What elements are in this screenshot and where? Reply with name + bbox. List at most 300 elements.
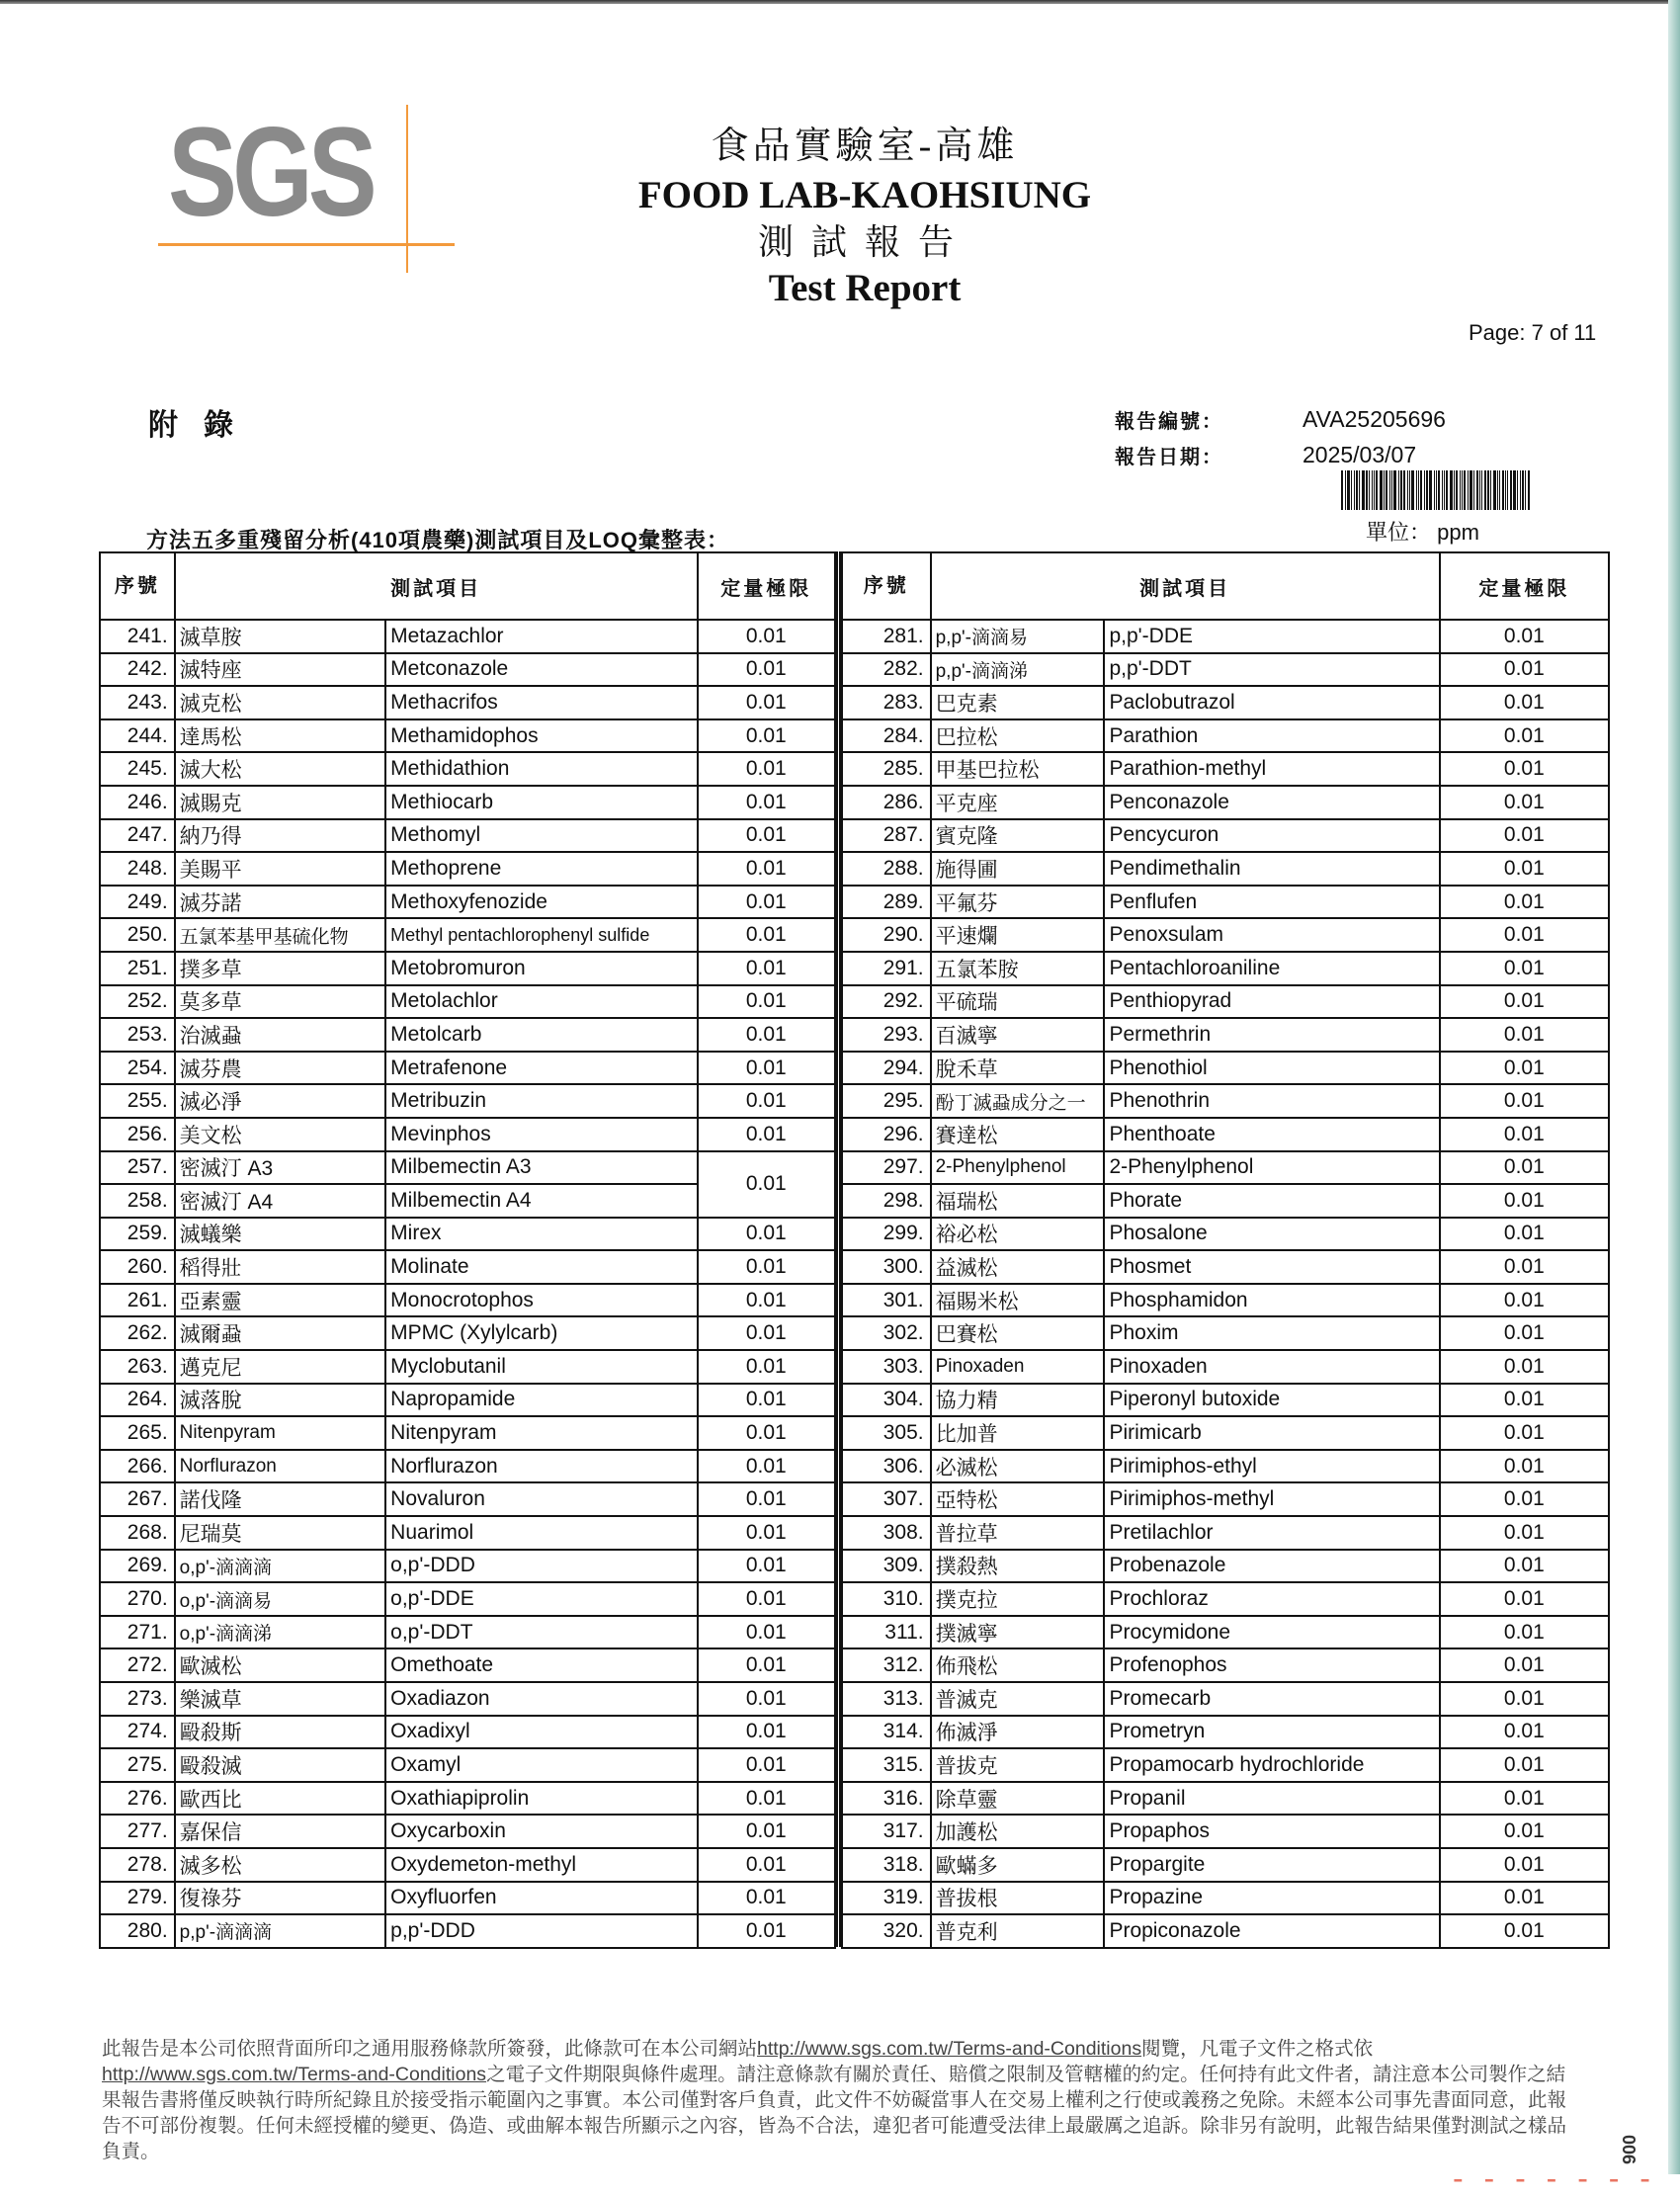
loq-value: 0.01	[698, 1316, 835, 1350]
serial-number: 308.	[842, 1516, 931, 1550]
footer-disclaimer	[102, 2036, 1584, 2164]
serial-number: 312.	[842, 1648, 931, 1682]
barcode-bar	[1436, 470, 1437, 510]
english-name: Pendimethalin	[1104, 852, 1439, 886]
chinese-name: Norflurazon	[175, 1450, 386, 1483]
table-row	[100, 952, 835, 985]
loq-value: 0.01	[1440, 1748, 1609, 1782]
chinese-name: o,p'-滴滴涕	[175, 1616, 386, 1649]
english-name: Propazine	[1104, 1882, 1439, 1915]
barcode-bar	[1434, 470, 1435, 510]
table-row	[842, 918, 1609, 952]
english-name: Procymidone	[1104, 1616, 1439, 1649]
barcode-bar	[1460, 470, 1461, 510]
report-number-label: 報告編號：	[1115, 410, 1223, 433]
english-name: MPMC (Xylylcarb)	[385, 1316, 697, 1350]
table-row	[842, 1018, 1609, 1052]
serial-number: 318.	[842, 1848, 931, 1882]
serial-number: 296.	[842, 1118, 931, 1151]
table-row	[842, 653, 1609, 687]
barcode-bar	[1476, 470, 1478, 510]
table-header-row	[842, 552, 1609, 620]
chinese-name: 稻得壯	[175, 1250, 386, 1284]
header-serial	[100, 552, 175, 620]
serial-number: 286.	[842, 786, 931, 819]
english-name: Propanil	[1104, 1782, 1439, 1816]
english-name: Pirimiphos-methyl	[1104, 1482, 1439, 1516]
barcode-bar	[1522, 470, 1524, 510]
loq-value: 0.01	[698, 1550, 835, 1583]
table-row	[100, 1848, 835, 1882]
unit-label: 單位：	[1366, 520, 1432, 545]
table-row	[842, 1682, 1609, 1716]
chinese-name: 莫多草	[175, 985, 386, 1019]
chinese-name: 滅落脫	[175, 1384, 386, 1417]
chinese-name: Pinoxaden	[931, 1350, 1105, 1384]
english-name: Mevinphos	[385, 1118, 697, 1151]
serial-number: 273.	[100, 1682, 175, 1716]
english-name: Monocrotophos	[385, 1284, 697, 1317]
serial-number: 311.	[842, 1616, 931, 1649]
english-name: Phenthoate	[1104, 1118, 1439, 1151]
table-row	[100, 1914, 835, 1948]
table-row	[100, 620, 835, 653]
english-name: Nitenpyram	[385, 1416, 697, 1450]
table-row	[100, 1052, 835, 1085]
lab-title-en: FOOD LAB-KAOHSIUNG	[637, 174, 1092, 216]
table-row	[842, 1384, 1609, 1417]
serial-number: 302.	[842, 1316, 931, 1350]
loq-value: 0.01	[1440, 719, 1609, 753]
serial-number: 300.	[842, 1250, 931, 1284]
english-name: p,p'-DDD	[385, 1914, 697, 1948]
table-row	[100, 1284, 835, 1317]
chinese-name: 益滅松	[931, 1250, 1105, 1284]
loq-value: 0.01	[698, 1284, 835, 1317]
barcode-bar	[1420, 470, 1422, 510]
loq-value: 0.01	[1440, 1218, 1609, 1251]
chinese-name: 賽達松	[931, 1118, 1105, 1151]
loq-value: 0.01	[698, 1350, 835, 1384]
barcode-icon	[1341, 470, 1566, 510]
chinese-name: 密滅汀 A3	[175, 1151, 386, 1185]
loq-value: 0.01	[698, 1616, 835, 1649]
loq-value: 0.01	[698, 1018, 835, 1052]
loq-value: 0.01	[1440, 752, 1609, 786]
serial-number: 271.	[100, 1616, 175, 1649]
english-name: o,p'-DDT	[385, 1616, 697, 1649]
barcode-bar	[1400, 470, 1402, 510]
table-row	[100, 1616, 835, 1649]
terms-link-2[interactable]: http://www.sgs.com.tw/Terms-and-Conditions	[102, 2064, 487, 2085]
loq-value: 0.01	[1440, 1250, 1609, 1284]
table-row	[842, 1052, 1609, 1085]
barcode-bar	[1389, 470, 1390, 510]
loq-value: 0.01	[1440, 1084, 1609, 1118]
chinese-name: 滅必淨	[175, 1084, 386, 1118]
english-name: Parathion	[1104, 719, 1439, 753]
chinese-name: 普滅克	[931, 1682, 1105, 1716]
chinese-name: 美賜平	[175, 852, 386, 886]
barcode-bar	[1456, 470, 1458, 510]
table-row	[100, 1018, 835, 1052]
barcode-bar	[1525, 470, 1526, 510]
english-name: Penconazole	[1104, 786, 1439, 819]
serial-number: 303.	[842, 1350, 931, 1384]
english-name: Milbemectin A3	[385, 1151, 697, 1185]
barcode-bar	[1484, 470, 1486, 510]
english-name: Oxydemeton-methyl	[385, 1848, 697, 1882]
table-row	[842, 952, 1609, 985]
table-row	[842, 1250, 1609, 1284]
english-name: 2-Phenylphenol	[1104, 1151, 1439, 1185]
table-row	[100, 985, 835, 1019]
serial-number: 298.	[842, 1184, 931, 1218]
chinese-name: o,p'-滴滴易	[175, 1582, 386, 1616]
table-row	[842, 985, 1609, 1019]
serial-number: 253.	[100, 1018, 175, 1052]
chinese-name: p,p'-滴滴滴	[175, 1914, 386, 1948]
table-row	[842, 1184, 1609, 1218]
chinese-name: 五氯苯基甲基硫化物	[175, 918, 386, 952]
serial-number: 282.	[842, 653, 931, 687]
english-name: Pencycuron	[1104, 819, 1439, 853]
loq-value: 0.01	[698, 752, 835, 786]
table-row	[100, 1084, 835, 1118]
chinese-name: 尼瑞莫	[175, 1516, 386, 1550]
report-number-row	[1115, 401, 1446, 437]
english-name: Oxadiazon	[385, 1682, 697, 1716]
loq-value: 0.01	[1440, 1815, 1609, 1848]
table-row	[100, 1482, 835, 1516]
table-row	[842, 1482, 1609, 1516]
serial-number: 254.	[100, 1052, 175, 1085]
chinese-name: 比加普	[931, 1416, 1105, 1450]
serial-stamp: - - - - - - -	[1453, 2160, 1656, 2196]
barcode-bar	[1384, 470, 1385, 510]
chinese-name: 歐滅松	[175, 1648, 386, 1682]
serial-number: 309.	[842, 1550, 931, 1583]
serial-number: 272.	[100, 1648, 175, 1682]
english-name: Phenothiol	[1104, 1052, 1439, 1085]
chinese-name: 撲克拉	[931, 1582, 1105, 1616]
english-name: Piperonyl butoxide	[1104, 1384, 1439, 1417]
serial-number: 274.	[100, 1716, 175, 1749]
english-name: Probenazole	[1104, 1550, 1439, 1583]
english-name: Methomyl	[385, 819, 697, 853]
serial-number: 250.	[100, 918, 175, 952]
english-name: p,p'-DDE	[1104, 620, 1439, 653]
table-row	[842, 1815, 1609, 1848]
barcode-bar	[1403, 470, 1405, 510]
english-name: p,p'-DDT	[1104, 653, 1439, 687]
chinese-name: 福賜米松	[931, 1284, 1105, 1317]
chinese-name: 普拉草	[931, 1516, 1105, 1550]
chinese-name: 撲殺熱	[931, 1550, 1105, 1583]
header-serial-text: 序號	[863, 575, 909, 597]
chinese-name: 滅克松	[175, 686, 386, 719]
table-row	[100, 786, 835, 819]
chinese-name: 巴賽松	[931, 1316, 1105, 1350]
serial-number: 243.	[100, 686, 175, 719]
loq-value: 0.01	[698, 1384, 835, 1417]
loq-value: 0.01	[1440, 852, 1609, 886]
serial-number: 297.	[842, 1151, 931, 1185]
barcode-bar	[1446, 470, 1448, 510]
barcode-bar	[1351, 470, 1352, 510]
table-row	[100, 686, 835, 719]
serial-number: 288.	[842, 852, 931, 886]
serial-number: 270.	[100, 1582, 175, 1616]
english-name: Methidathion	[385, 752, 697, 786]
english-name: Mirex	[385, 1218, 697, 1251]
english-name: Methyl pentachlorophenyl sulfide	[385, 918, 697, 952]
loq-value: 0.01	[698, 719, 835, 753]
barcode-bar	[1473, 470, 1474, 510]
barcode-bar	[1418, 470, 1419, 510]
loq-value: 0.01	[698, 1882, 835, 1915]
barcode-bar	[1517, 470, 1518, 510]
barcode-bar	[1481, 470, 1482, 510]
english-name: Phoxim	[1104, 1316, 1439, 1350]
table-row	[842, 1416, 1609, 1450]
loq-table-left	[99, 551, 836, 1949]
table-row	[100, 1682, 835, 1716]
english-name: Omethoate	[385, 1648, 697, 1682]
chinese-name: 平硫瑞	[931, 985, 1105, 1019]
loq-value: 0.01	[1440, 1716, 1609, 1749]
table-row	[100, 752, 835, 786]
serial-number: 293.	[842, 1018, 931, 1052]
serial-number: 277.	[100, 1815, 175, 1848]
chinese-name: 佈飛松	[931, 1648, 1105, 1682]
table-row	[100, 1416, 835, 1450]
english-name: o,p'-DDD	[385, 1550, 697, 1583]
loq-value: 0.01	[1440, 1516, 1609, 1550]
chinese-name: 協力精	[931, 1384, 1105, 1417]
chinese-name: 滅蟻樂	[175, 1218, 386, 1251]
english-name: Penoxsulam	[1104, 918, 1439, 952]
report-title-zh: 測試報告	[757, 222, 971, 262]
english-name: Metribuzin	[385, 1084, 697, 1118]
english-name: Metazachlor	[385, 620, 697, 653]
loq-value: 0.01	[1440, 1914, 1609, 1948]
serial-number: 265.	[100, 1416, 175, 1450]
english-name: Pirimicarb	[1104, 1416, 1439, 1450]
chinese-name: 諾伐隆	[175, 1482, 386, 1516]
serial-number: 251.	[100, 952, 175, 985]
barcode-bar	[1398, 470, 1399, 510]
chinese-name: 亞特松	[931, 1482, 1105, 1516]
table-row	[842, 752, 1609, 786]
barcode-bar	[1429, 470, 1432, 510]
serial-number: 258.	[100, 1184, 175, 1218]
loq-value: 0.01	[1440, 1052, 1609, 1085]
page-right-edge	[1668, 0, 1680, 2174]
table-row	[842, 1748, 1609, 1782]
loq-value: 0.01	[698, 1118, 835, 1151]
loq-value: 0.01	[698, 1914, 835, 1948]
serial-number: 307.	[842, 1482, 931, 1516]
chinese-name: 百滅寧	[931, 1018, 1105, 1052]
table-row	[842, 852, 1609, 886]
table-row	[842, 886, 1609, 919]
loq-value: 0.01	[698, 1848, 835, 1882]
loq-value: 0.01	[1440, 952, 1609, 985]
chinese-name: 嘉保信	[175, 1815, 386, 1848]
report-meta	[1115, 401, 1446, 472]
table-row	[842, 1084, 1609, 1118]
serial-number: 249.	[100, 886, 175, 919]
english-name: Oxadixyl	[385, 1716, 697, 1749]
table-row	[100, 1350, 835, 1384]
loq-value: 0.01	[698, 620, 835, 653]
english-name: Pretilachlor	[1104, 1516, 1439, 1550]
chinese-name: 佈滅淨	[931, 1716, 1105, 1749]
loq-value: 0.01	[698, 653, 835, 687]
english-name: Parathion-methyl	[1104, 752, 1439, 786]
barcode-bar	[1362, 470, 1365, 510]
table-row	[100, 653, 835, 687]
chinese-name: 亞素靈	[175, 1284, 386, 1317]
barcode-bar	[1444, 470, 1445, 510]
serial-number: 310.	[842, 1582, 931, 1616]
lab-title-zh: 食品實驗室-高雄	[711, 126, 1019, 167]
loq-value: 0.01	[1440, 1151, 1609, 1185]
barcode-bar	[1356, 470, 1358, 510]
loq-value: 0.01	[698, 886, 835, 919]
header-loq: 定量極限	[1440, 552, 1609, 620]
english-name: Profenophos	[1104, 1648, 1439, 1682]
chinese-name: 施得圃	[931, 852, 1105, 886]
english-name: Penthiopyrad	[1104, 985, 1439, 1019]
chinese-name: 滅芬諾	[175, 886, 386, 919]
table-row	[842, 1782, 1609, 1816]
loq-value: 0.01	[698, 985, 835, 1019]
loq-value: 0.01	[698, 1416, 835, 1450]
english-name: Methamidophos	[385, 719, 697, 753]
barcode-bar	[1376, 470, 1378, 510]
loq-value: 0.01	[1440, 1350, 1609, 1384]
chinese-name: 治滅蝨	[175, 1018, 386, 1052]
loq-value: 0.01	[698, 1482, 835, 1516]
table-row	[842, 1648, 1609, 1682]
serial-number: 241.	[100, 620, 175, 653]
table-row	[100, 1582, 835, 1616]
barcode-bar	[1409, 470, 1410, 510]
unit-value: ppm	[1437, 520, 1479, 545]
barcode-bar	[1493, 470, 1496, 510]
english-name: Oxycarboxin	[385, 1815, 697, 1848]
chinese-name: 甲基巴拉松	[931, 752, 1105, 786]
chinese-name: 邁克尼	[175, 1350, 386, 1384]
english-name: Pinoxaden	[1104, 1350, 1439, 1384]
table-row	[842, 1550, 1609, 1583]
loq-value: 0.01	[698, 852, 835, 886]
barcode-bar	[1416, 470, 1417, 510]
chinese-name: 毆殺斯	[175, 1716, 386, 1749]
header-serial	[842, 552, 931, 620]
table-row	[842, 620, 1609, 653]
english-name: Propargite	[1104, 1848, 1439, 1882]
barcode-bar	[1450, 470, 1453, 510]
chinese-name: 普拔克	[931, 1748, 1105, 1782]
header-test-item: 測試項目	[931, 552, 1440, 620]
barcode-bar	[1520, 470, 1521, 510]
loq-value: 0.01	[1440, 686, 1609, 719]
serial-number: 268.	[100, 1516, 175, 1550]
report-title-en: Test Report	[768, 267, 962, 309]
loq-value: 0.01	[1440, 1416, 1609, 1450]
table-header-row	[100, 552, 835, 620]
loq-value: 0.01	[1440, 1550, 1609, 1583]
chinese-name: p,p'-滴滴涕	[931, 653, 1105, 687]
serial-number: 242.	[100, 653, 175, 687]
side-code: 006	[1619, 2135, 1638, 2165]
chinese-name: 滅多松	[175, 1848, 386, 1882]
loq-value: 0.01	[1440, 1316, 1609, 1350]
english-name: Prochloraz	[1104, 1582, 1439, 1616]
english-name: Propaphos	[1104, 1815, 1439, 1848]
table-row	[100, 1648, 835, 1682]
serial-number: 262.	[100, 1316, 175, 1350]
loq-value: 0.01	[698, 1582, 835, 1616]
table-row	[842, 819, 1609, 853]
barcode-bar	[1502, 470, 1504, 510]
logo-orange-vline	[406, 105, 408, 273]
loq-value: 0.01	[1440, 819, 1609, 853]
barcode-bar	[1464, 470, 1466, 510]
table-row	[100, 1118, 835, 1151]
table-row	[100, 1716, 835, 1749]
chinese-name: 平速爛	[931, 918, 1105, 952]
chinese-name: 撲滅寧	[931, 1616, 1105, 1649]
barcode-bar	[1347, 470, 1350, 510]
chinese-name: 復祿芬	[175, 1882, 386, 1915]
chinese-name: 滅爾蝨	[175, 1316, 386, 1350]
english-name: Napropamide	[385, 1384, 697, 1417]
loq-value: 0.01	[1440, 918, 1609, 952]
report-header	[593, 124, 1136, 313]
english-name: Methoxyfenozide	[385, 886, 697, 919]
english-name: Phenothrin	[1104, 1084, 1439, 1118]
serial-number: 260.	[100, 1250, 175, 1284]
terms-link[interactable]: http://www.sgs.com.tw/Terms-and-Conditions	[757, 2038, 1142, 2060]
report-date-label: 報告日期：	[1115, 446, 1223, 468]
english-name: Phosalone	[1104, 1218, 1439, 1251]
report-date: 2025/03/07	[1302, 441, 1417, 467]
barcode-bar	[1411, 470, 1414, 510]
chinese-name: 除草靈	[931, 1782, 1105, 1816]
table-row	[100, 1250, 835, 1284]
table-row	[100, 1815, 835, 1848]
serial-number: 292.	[842, 985, 931, 1019]
table-row	[100, 1748, 835, 1782]
appendix-label: 附錄	[148, 409, 259, 442]
serial-number: 279.	[100, 1882, 175, 1915]
serial-number: 276.	[100, 1782, 175, 1816]
table-row	[842, 1848, 1609, 1882]
barcode-bar	[1359, 470, 1360, 510]
serial-number: 266.	[100, 1450, 175, 1483]
serial-number: 264.	[100, 1384, 175, 1417]
loq-value: 0.01	[1440, 1482, 1609, 1516]
english-name: Norflurazon	[385, 1450, 697, 1483]
english-name: Metolcarb	[385, 1018, 697, 1052]
loq-value: 0.01	[1440, 1648, 1609, 1682]
chinese-name: 酚丁滅蝨成分之一	[931, 1084, 1105, 1118]
english-name: o,p'-DDE	[385, 1582, 697, 1616]
